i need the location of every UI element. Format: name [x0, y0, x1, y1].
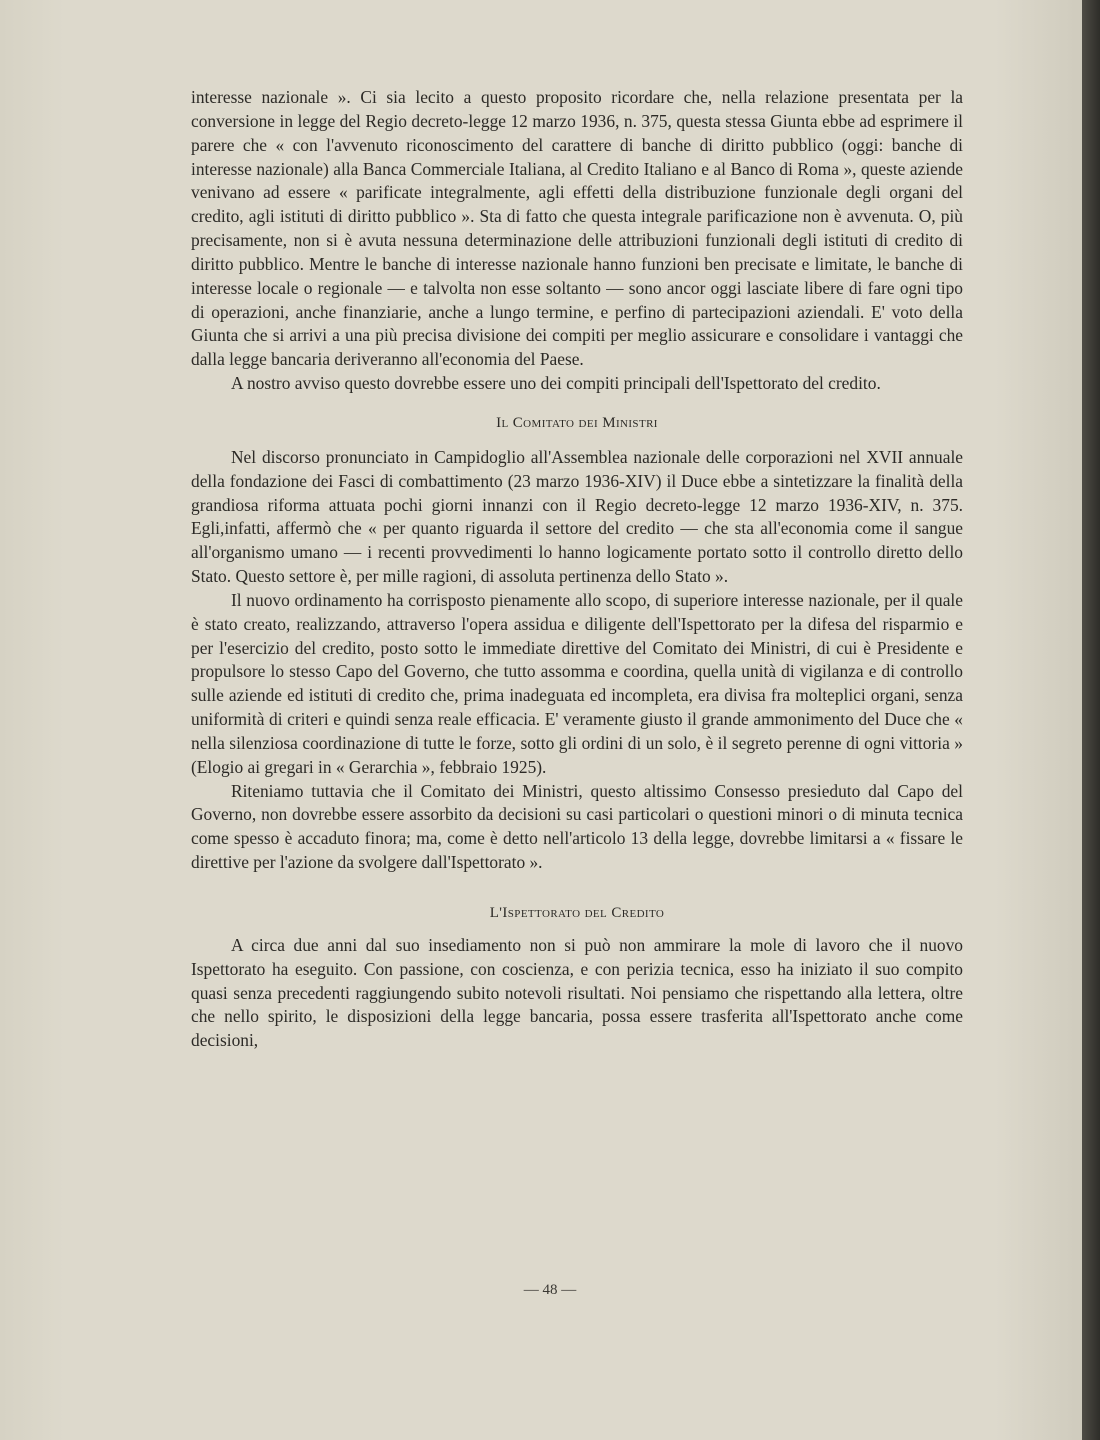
page-number: — 48 —	[523, 1282, 577, 1298]
section-heading: L'Ispettorato del Credito	[489, 905, 665, 921]
paragraph: A circa due anni dal suo insediamento non si può non ammirare la mole di lavoro che il nuovo Ispettorato ha eseguito. Con passione, con coscienza, e con perizia tecnica, esso ha iniziato il suo compito quasi senza precedenti raggiungendo subito notevoli risultati. Noi pensiamo che rispettando alla lettera, oltre che nello spirito, le disposizioni della legge bancaria, possa essere trasferita all'Ispettorato anche come decisioni,	[191, 934, 963, 1051]
section-heading: Il Comitato dei Ministri	[496, 414, 658, 431]
paragraph: Il nuovo ordinamento ha corrisposto pienamente allo scopo, di superiore interesse nazionale, per il quale è stato creato, realizzando, attraverso l'opera assidua e diligente dell'Ispettorato per la difesa del risparmio e per l'esercizio del credito, posto sotto le immediate direttive del Comitato dei Ministri, di cui è Presidente e propulsore lo stesso Capo del Governo, che tutto assomma e coordina, quella unità di vigilanza e di controllo sulle aziende ed istituti di credito che, prima inadeguata ed incompleta, era divisa fra molteplici organi, senza uniformità di criteri e quindi senza reale efficacia. E' veramente giusto il grande ammonimento del Duce che « nella silenziosa coordinazione di tutte le forze, sotto gli ordini di un solo, è il segreto perenne di ogni vittoria » (Elogio ai gregari in « Gerarchia », febbraio 1925).	[191, 589, 963, 777]
paragraph: A nostro avviso questo dovrebbe essere uno dei compiti principali dell'Ispettorato del credito.	[231, 373, 881, 394]
document-body	[191, 86, 963, 1053]
book-spine-edge	[1082, 0, 1100, 1440]
paragraph: Riteniamo tuttavia che il Comitato dei Ministri, questo altissimo Consesso presieduto dal Capo del Governo, non dovrebbe essere assorbito da decisioni su casi particolari o questioni minori o di minuta tecnica come spesso è accaduto finora; ma, come è detto nell'articolo 13 della legge, dovrebbe limitarsi a « fissare le direttive per l'azione da svolgere dall'Ispettorato ».	[191, 780, 963, 873]
paragraph: interesse nazionale ». Ci sia lecito a questo proposito ricordare che, nella relazione presentata per la conversione in legge del Regio decreto-legge 12 marzo 1936, n. 375, questa stessa Giunta ebbe ad esprimere il parere che « con l'avvenuto riconoscimento del carattere di banche di diritto pubblico (oggi: banche di interesse nazionale) alla Banca Commerciale Italiana, al Credito Italiano e al Banco di Roma », queste aziende venivano ad essere « parificate integralmente, agli effetti della distribuzione funzionale degli organi del credito, agli istituti di diritto pubblico ». Sta di fatto che questa integrale parificazione non è avvenuta. O, più precisamente, non si è avuta nessuna determinazione delle attribuzioni funzionali degli istituti di credito di diritto pubblico. Mentre le banche di interesse nazionale hanno funzioni ben precisate e limitate, le banche di interesse locale o regionale — e talvolta non esse soltanto — sono ancor oggi lasciate libere di fare ogni tipo di operazioni, anche finanziarie, anche a lungo termine, e perfino di partecipazioni aziendali. E' voto della Giunta che si arrivi a una più precisa divisione dei compiti per meglio assicurare e consolidare i vantaggi che dalla legge bancaria deriveranno all'economia del Paese.	[191, 87, 963, 370]
paragraph: Nel discorso pronunciato in Campidoglio all'Assemblea nazionale delle corporazioni nel XVII annuale della fondazione dei Fasci di combattimento (23 marzo 1936-XIV) il Duce ebbe a sintetizzare la finalità della grandiosa riforma attuata pochi giorni innanzi con il Regio decreto-legge 12 marzo 1936-XIV, n. 375. Egli,infatti, affermò che « per quanto riguarda il settore del credito — che sta all'economia come il sangue all'organismo umano — i recenti provvedimenti lo hanno logicamente portato sotto il controllo diretto dello Stato. Questo settore è, per mille ragioni, di assoluta pertinenza dello Stato ».	[191, 446, 963, 587]
